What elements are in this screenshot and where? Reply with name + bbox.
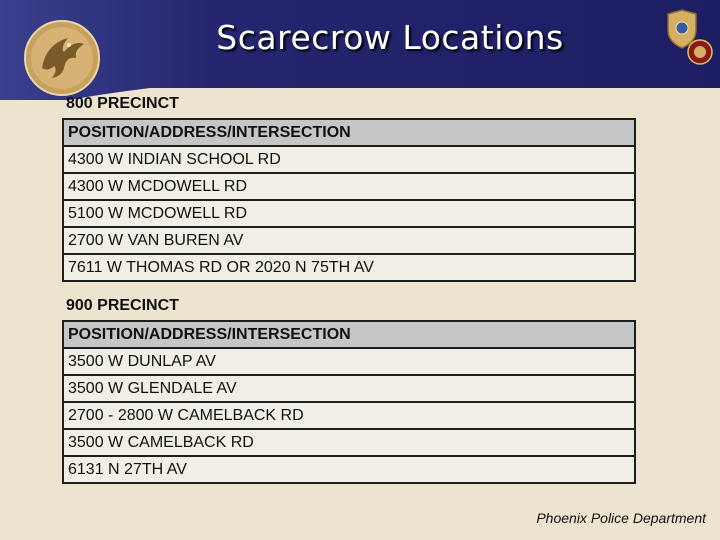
page-title: Scarecrow Locations (216, 18, 564, 57)
table-cell: 4300 W INDIAN SCHOOL RD (63, 146, 635, 173)
table-cell: 3500 W CAMELBACK RD (63, 429, 635, 456)
table-row (63, 375, 635, 402)
table-row (63, 348, 635, 375)
phoenix-logo-icon (22, 18, 102, 98)
police-badge-icon (660, 8, 715, 68)
table-header-row (63, 321, 635, 348)
table-cell: 6131 N 27TH AV (63, 456, 635, 483)
table-cell: 5100 W MCDOWELL RD (63, 200, 635, 227)
table-row (63, 402, 635, 429)
header-banner (0, 0, 720, 90)
table-cell: 4300 W MCDOWELL RD (63, 173, 635, 200)
table-row (63, 146, 635, 173)
column-header: POSITION/ADDRESS/INTERSECTION (63, 119, 635, 146)
table-cell: 2700 - 2800 W CAMELBACK RD (63, 402, 635, 429)
precinct-900-table (62, 320, 636, 484)
table-cell: 2700 W VAN BUREN AV (63, 227, 635, 254)
footer-department: Phoenix Police Department (536, 510, 706, 526)
column-header: POSITION/ADDRESS/INTERSECTION (63, 321, 635, 348)
precinct-800-table (62, 118, 636, 282)
table-row (63, 173, 635, 200)
table-row (63, 200, 635, 227)
table-cell: 7611 W THOMAS RD OR 2020 N 75TH AV (63, 254, 635, 281)
table-row (63, 254, 635, 281)
table-row (63, 227, 635, 254)
table-row (63, 429, 635, 456)
table-header-row (63, 119, 635, 146)
section-title-900-precinct: 900 PRECINCT (66, 297, 179, 314)
section-title-800-precinct: 800 PRECINCT (66, 95, 179, 112)
table-cell: 3500 W GLENDALE AV (63, 375, 635, 402)
table-row (63, 456, 635, 483)
table-cell: 3500 W DUNLAP AV (63, 348, 635, 375)
